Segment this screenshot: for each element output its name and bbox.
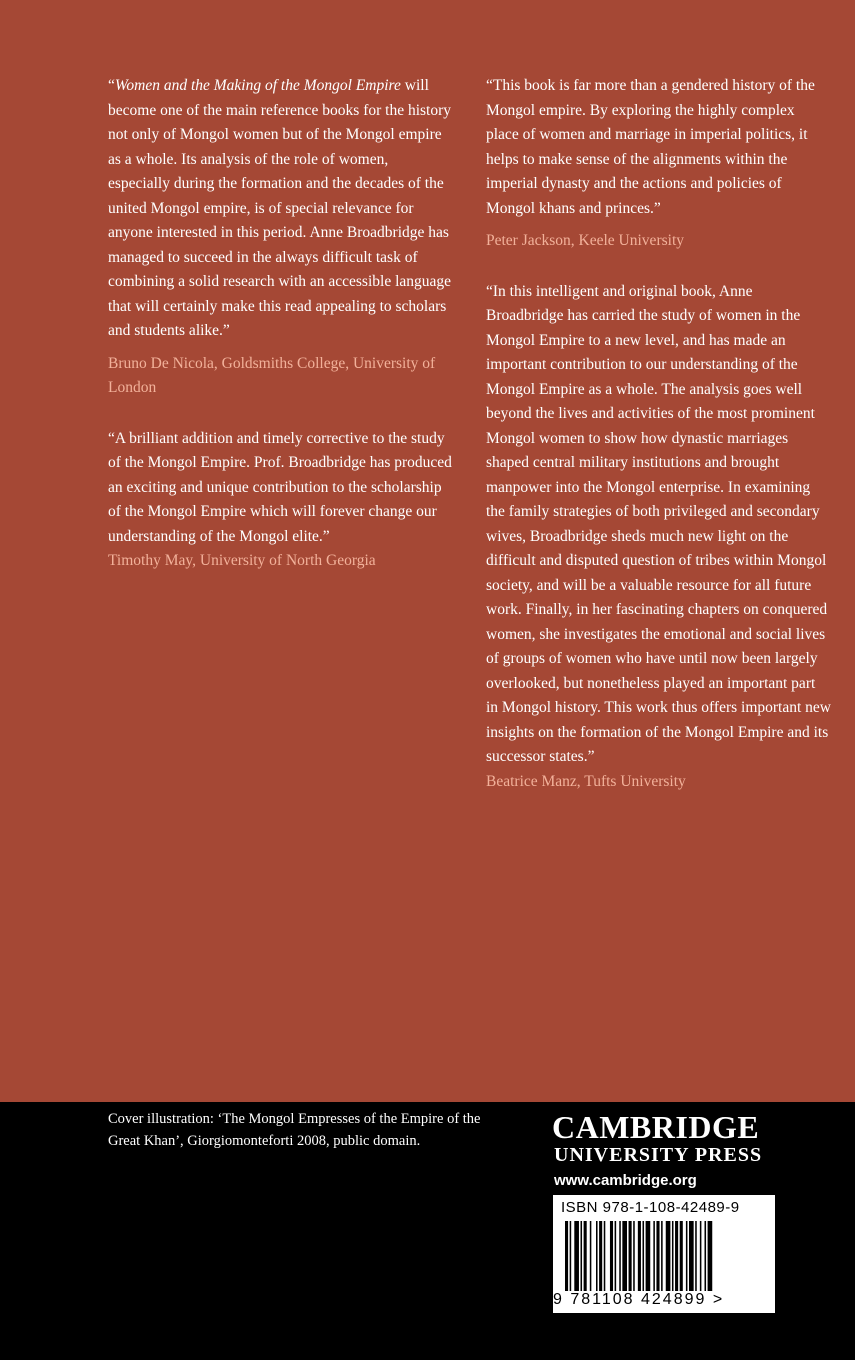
endorsement-text: [108, 74, 453, 344]
barcode-bar: [629, 1221, 632, 1291]
open-quote: “: [108, 77, 115, 94]
endorsement-text: “This book is far more than a gendered history of the Mongol empire. By exploring the highly complex place of women and marriage in imperial politics, it helps to make sense of the alignments within the imperial dynasty and the actions and policies of Mongol khans and princes.”: [486, 77, 815, 217]
endorsement-text: “In this intelligent and original book, Anne Broadbridge has carried the study of women in the Mongol Empire to a new level, and has made an important contribution to our understanding of the Mongol Empire as a whole. The analysis goes well beyond the lives and activities of the most prominent Mongol women to show how dynastic marriages shaped central military institutions and brought manpower into the Mongol enterprise. In examining the family strategies of both privileged and secondary wives, Broadbridge sheds much new light on the difficult and disputed question of tribes within Mongol society, and will be a valuable resource for all future work. Finally, in her fascinating chapters on conquered women, she investigates the emotional and social lives of groups of women who have until now been largely overlooked, but nonetheless played an important part in Mongol history. This work thus offers important new insights on the formation of the Mongol Empire and its successor states.”: [486, 282, 831, 765]
endorsement-attribution: Bruno De Nicola, Goldsmiths College, University of London: [108, 354, 436, 396]
barcode-bar: [622, 1221, 627, 1291]
publisher-url: www.cambridge.org: [554, 1172, 697, 1189]
barcode-bar: [643, 1221, 645, 1291]
endorsement-attribution: Beatrice Manz, Tufts University: [486, 772, 686, 790]
cover-credit: Cover illustration: ‘The Mongol Empresses of the Empire of the Great Khan’, Giorgiomonteforti 2008, public domain.: [108, 1111, 481, 1149]
barcode-bar: [646, 1221, 651, 1291]
barcode-bar: [689, 1221, 694, 1291]
barcode-bar: [610, 1221, 613, 1291]
barcode-bar: [680, 1221, 683, 1291]
right-column: [486, 74, 831, 820]
barcode-bar: [590, 1221, 592, 1291]
barcode-bar: [695, 1221, 697, 1291]
book-title: Women and the Making of the Mongol Empire: [114, 77, 401, 94]
barcode-bar: [638, 1221, 641, 1291]
barcode-bar: [705, 1221, 707, 1291]
barcode-bar: [633, 1221, 635, 1291]
barcode-icon: [565, 1221, 763, 1291]
barcode-bar: [666, 1221, 671, 1291]
endorsement-attribution: Peter Jackson, Keele University: [486, 232, 684, 249]
barcode-bar: [700, 1221, 702, 1291]
endorsement-jackson: [486, 74, 831, 254]
barcode-bar: [604, 1221, 606, 1291]
left-column: [108, 74, 453, 600]
barcode-bar: [596, 1221, 598, 1291]
barcode-bar: [672, 1221, 674, 1291]
barcode-digits: 9 781108 424899 >: [553, 1291, 725, 1308]
barcode-block: [553, 1195, 775, 1313]
barcode-bar: [661, 1221, 663, 1291]
barcode-bar: [584, 1221, 587, 1291]
endorsement-body: will become one of the main reference books for the history not only of Mongol women but of the Mongol empire as a whole. Its analysis of the role of women, especially during the formation and the decades of the united Mongol empire, is of special relevance for anyone interested in this period. Anne Broadbridge has managed to succeed in the always difficult task of combining a solid research with an accessible language that will certainly make this read appealing to scholars and students alike.”: [108, 77, 452, 339]
barcode-bar: [574, 1221, 579, 1291]
barcode-bar: [686, 1221, 688, 1291]
endorsement-de-nicola: [108, 74, 453, 401]
barcode-bar: [581, 1221, 583, 1291]
publisher-press: UNIVERSITY PRESS: [554, 1144, 763, 1166]
publisher-name: CAMBRIDGE: [552, 1109, 760, 1145]
barcode-bar: [675, 1221, 678, 1291]
barcode-bar: [570, 1221, 572, 1291]
barcode-bar: [565, 1221, 568, 1291]
isbn-label: ISBN 978-1-108-42489-9: [561, 1199, 740, 1216]
endorsement-text: “A brilliant addition and timely corrective to the study of the Mongol Empire. Prof. Broadbridge has produced an exciting and unique contribution to the scholarship of the Mongol Empire which will forever change our understanding of the Mongol elite.”: [108, 429, 452, 545]
endorsement-may: [108, 427, 453, 574]
barcode-bar: [653, 1221, 655, 1291]
barcode-bar: [656, 1221, 659, 1291]
endorsement-manz: [486, 280, 831, 795]
endorsement-attribution: Timothy May, University of North Georgia: [108, 552, 376, 569]
barcode-bar: [599, 1221, 602, 1291]
barcode-bar: [615, 1221, 617, 1291]
publisher-logo: [552, 1110, 792, 1189]
barcode-bar: [708, 1221, 713, 1291]
barcode-bar: [619, 1221, 621, 1291]
